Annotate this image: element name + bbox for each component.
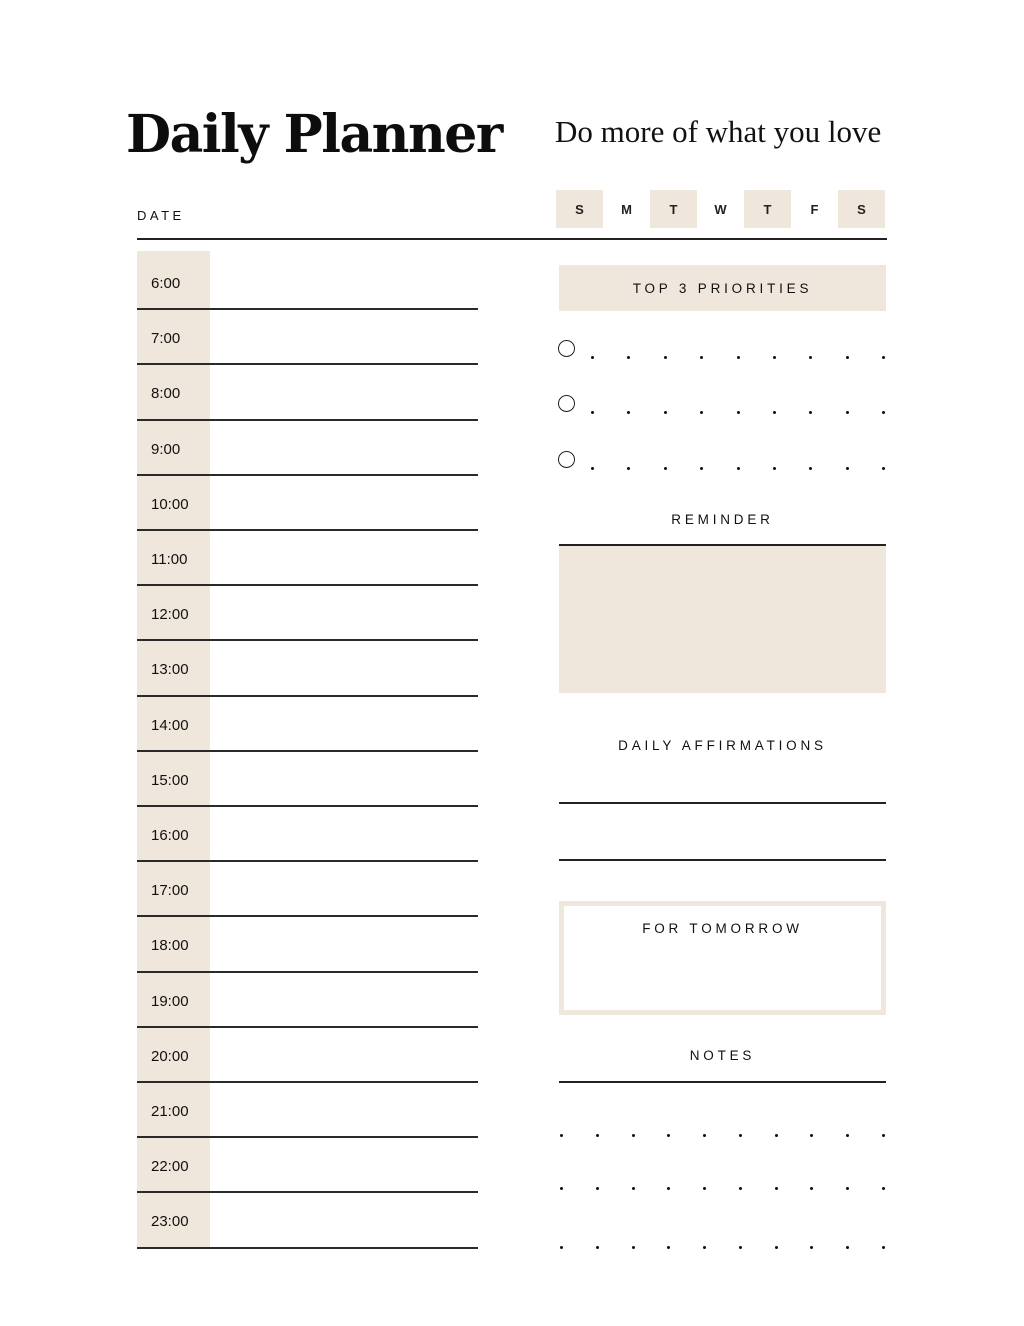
dot-icon (560, 1134, 563, 1137)
reminder-area[interactable] (559, 546, 886, 693)
time-slot[interactable] (137, 973, 478, 1028)
time-label: 7:00 (151, 330, 181, 348)
weekday-saturday[interactable]: S (838, 190, 885, 228)
dot-icon (632, 1187, 635, 1190)
dot-icon (737, 411, 740, 414)
dot-icon (700, 356, 703, 359)
dot-icon (810, 1246, 813, 1249)
dot-icon (560, 1187, 563, 1190)
dot-icon (809, 356, 812, 359)
time-label: 16:00 (151, 827, 189, 844)
dot-icon (664, 467, 667, 470)
dot-icon (560, 1246, 563, 1249)
time-label: 8:00 (151, 385, 181, 403)
dot-icon (591, 356, 594, 359)
dot-icon (810, 1134, 813, 1137)
dot-icon (739, 1187, 742, 1190)
dot-icon (632, 1134, 635, 1137)
time-slot[interactable] (137, 1028, 478, 1083)
for-tomorrow-box[interactable] (559, 901, 886, 1015)
weekday-wednesday[interactable]: W (714, 201, 727, 217)
time-label: 12:00 (151, 606, 189, 624)
dot-icon (882, 411, 885, 414)
time-slot[interactable] (137, 531, 478, 586)
affirmation-line-1[interactable] (559, 802, 886, 804)
dot-icon (627, 467, 630, 470)
dot-icon (775, 1187, 778, 1190)
dot-icon (664, 411, 667, 414)
notes-dot-row[interactable] (560, 1246, 885, 1249)
dot-icon (739, 1246, 742, 1249)
dot-icon (846, 1187, 849, 1190)
time-label: 23:00 (151, 1213, 189, 1231)
weekday-monday[interactable]: M (621, 201, 632, 217)
dot-icon (591, 467, 594, 470)
dot-icon (846, 1246, 849, 1249)
priorities-title: TOP 3 PRIORITIES (632, 280, 813, 296)
time-slot[interactable] (137, 365, 478, 420)
time-label: 9:00 (151, 440, 181, 458)
time-label: 13:00 (151, 661, 189, 679)
dot-icon (882, 356, 885, 359)
weekday-friday[interactable]: F (810, 201, 819, 217)
time-slot[interactable] (137, 255, 478, 310)
dot-icon (846, 356, 849, 359)
dot-icon (809, 467, 812, 470)
time-slot[interactable] (137, 1138, 478, 1193)
dot-icon (627, 411, 630, 414)
dot-icon (882, 1246, 885, 1249)
dot-icon (773, 411, 776, 414)
dot-icon (591, 411, 594, 414)
weekday-tuesday[interactable]: T (650, 190, 697, 228)
dot-icon (775, 1246, 778, 1249)
time-slot[interactable] (137, 752, 478, 807)
time-label: 14:00 (151, 716, 189, 734)
dot-icon (882, 467, 885, 470)
date-label: DATE (137, 208, 185, 223)
dot-icon (703, 1187, 706, 1190)
weekday-sunday[interactable]: S (556, 190, 603, 228)
weekday-selector (556, 190, 885, 228)
page-title: Daily Planner (126, 104, 502, 165)
time-label: 19:00 (151, 992, 189, 1010)
dot-icon (809, 411, 812, 414)
time-slot[interactable] (137, 1083, 478, 1138)
dot-icon (627, 356, 630, 359)
time-label: 18:00 (151, 937, 189, 955)
dot-icon (596, 1134, 599, 1137)
dot-icon (703, 1134, 706, 1137)
dot-icon (700, 411, 703, 414)
time-slot-line (137, 1247, 478, 1249)
dot-icon (703, 1246, 706, 1249)
time-slot[interactable] (137, 1193, 478, 1248)
time-label: 11:00 (151, 551, 188, 568)
notes-dot-row[interactable] (560, 1187, 885, 1190)
time-slot[interactable] (137, 917, 478, 972)
date-field-line[interactable] (137, 238, 887, 240)
dot-icon (773, 356, 776, 359)
time-label: 10:00 (151, 495, 189, 513)
priority-entry-line[interactable] (591, 411, 885, 414)
time-label: 17:00 (151, 882, 189, 900)
time-label: 20:00 (151, 1047, 189, 1065)
page-subtitle: Do more of what you love (555, 114, 882, 149)
dot-icon (775, 1134, 778, 1137)
dot-icon (664, 356, 667, 359)
notes-dot-row[interactable] (560, 1134, 885, 1137)
dot-icon (846, 467, 849, 470)
time-label: 21:00 (151, 1103, 189, 1120)
dot-icon (596, 1187, 599, 1190)
dot-icon (632, 1246, 635, 1249)
dot-icon (596, 1246, 599, 1249)
time-slot[interactable] (137, 641, 478, 696)
time-slot[interactable] (137, 310, 478, 365)
dot-icon (882, 1187, 885, 1190)
weekday-thursday[interactable]: T (744, 190, 791, 228)
dot-icon (737, 356, 740, 359)
priority-checkbox-icon[interactable] (558, 451, 575, 468)
time-label: 6:00 (151, 275, 181, 292)
dot-icon (667, 1134, 670, 1137)
priority-entry-line[interactable] (591, 467, 885, 470)
time-slot[interactable] (137, 421, 478, 476)
dot-icon (667, 1246, 670, 1249)
dot-icon (810, 1187, 813, 1190)
affirmation-line-2[interactable] (559, 859, 886, 861)
dot-icon (882, 1134, 885, 1137)
dot-icon (846, 411, 849, 414)
dot-icon (700, 467, 703, 470)
priorities-header (559, 265, 886, 311)
dot-icon (667, 1187, 670, 1190)
dot-icon (846, 1134, 849, 1137)
time-label: 22:00 (151, 1158, 189, 1176)
affirmations-title: DAILY AFFIRMATIONS (618, 738, 827, 753)
reminder-title: REMINDER (671, 512, 774, 527)
notes-title: NOTES (689, 1048, 756, 1063)
priority-entry-line[interactable] (591, 356, 885, 359)
time-slot[interactable] (137, 807, 478, 862)
time-slot[interactable] (137, 586, 478, 641)
dot-icon (739, 1134, 742, 1137)
time-label: 15:00 (151, 771, 189, 789)
priority-checkbox-icon[interactable] (558, 395, 575, 412)
priority-checkbox-icon[interactable] (558, 340, 575, 357)
time-slot[interactable] (137, 862, 478, 917)
notes-divider (559, 1081, 886, 1083)
for-tomorrow-title: FOR TOMORROW (642, 921, 803, 936)
dot-icon (737, 467, 740, 470)
time-slot[interactable] (137, 476, 478, 531)
dot-icon (773, 467, 776, 470)
time-slot[interactable] (137, 697, 478, 752)
